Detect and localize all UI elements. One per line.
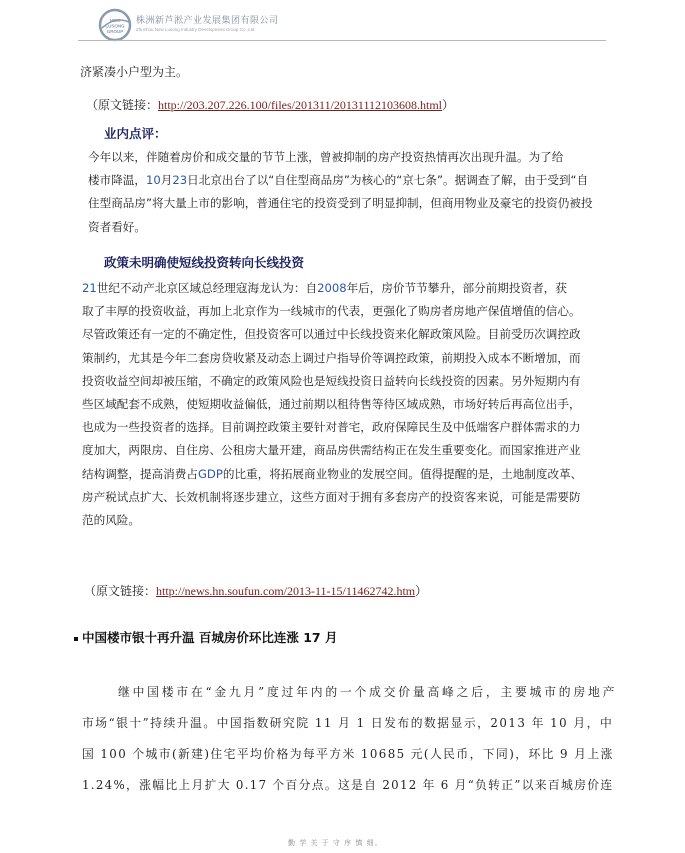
policy-paragraph <box>82 277 582 532</box>
policy-line <box>82 393 582 416</box>
footer-motto: 勤 学 关 于 守 序 慎 细。 <box>288 839 383 847</box>
text-run: 也成为一些投资者的选择。目前调控政策主要针对普宅，政府保障民生及中低端客户群体需求的力 <box>82 420 581 435</box>
text-run: 投资收益空间却被压缩，不确定的政策风险也是短线投资日益转向长线投资的因素。另外短期内有 <box>82 373 581 388</box>
source-prefix: （原文链接： <box>84 584 157 598</box>
text-run: 资者看好。 <box>88 219 146 234</box>
text-run: 楼市降温， <box>88 173 146 188</box>
review-line <box>88 192 593 215</box>
policy-line <box>82 509 582 532</box>
bullet-icon <box>74 637 78 641</box>
text-run: 策制约，尤其是今年二套房贷收紧及动态上调过户指导价等调控政策，前期投入成本不断增加，而 <box>82 350 581 365</box>
logo-word-2: LUSONG <box>105 23 125 29</box>
review-heading: 业内点评： <box>104 126 167 141</box>
source-link-1[interactable]: http://203.207.226.100/files/201311/20131112103608.html <box>158 98 443 112</box>
policy-line <box>82 486 582 509</box>
company-logo <box>98 8 279 42</box>
source-line-2 <box>84 585 427 597</box>
review-paragraph <box>88 146 593 239</box>
text-run: 房产税试点扩大、长效机制将逐步建立，这些方面对于拥有多套房产的投资客来说，可能是需要防 <box>82 489 581 504</box>
company-name-cn: 株洲新芦淞产业发展集团有限公司 <box>136 16 279 27</box>
text-run: 的比重，将拓展商业物业的发展空间。值得提醒的是，土地制度改革、 <box>222 466 583 481</box>
policy-line <box>82 277 582 300</box>
source-prefix: （原文链接： <box>86 98 159 112</box>
header-divider <box>78 40 606 41</box>
article-line: 继中国楼市在“金九月”度过年内的一个成交价量高峰之后，主要城市的房地产 <box>118 685 618 699</box>
policy-line <box>82 323 582 346</box>
highlight-number: 21 <box>82 281 97 295</box>
company-name-en: Zhuzhou New Lusong Industry Development Group Co.,Ltd <box>136 27 255 33</box>
review-line <box>88 216 593 239</box>
article-title-text: 中国楼市银十再升温 百城房价环比连涨 17 月 <box>82 630 338 645</box>
text-run: 日北京出台了以“自住型商品房”为核心的“京七条”。据调查了解，由于受到“自 <box>187 173 589 188</box>
highlight-number: GDP <box>197 466 223 481</box>
review-line <box>88 146 593 169</box>
article-line: 1.24%，涨幅比上月扩大 0.17 个百分点。这是自 2012 年 6 月“负转正”以来百城房价连 <box>82 778 614 792</box>
highlight-number: 23 <box>172 173 188 188</box>
logo-globe-icon <box>98 8 132 42</box>
highlight-number: 10 <box>145 173 161 188</box>
policy-line <box>82 300 582 323</box>
text-run: 月 <box>160 173 173 188</box>
policy-line <box>82 370 582 393</box>
text-run: 世纪不动产北京区域总经理寇海龙认为：自 <box>96 281 318 295</box>
article-title <box>74 628 337 646</box>
source-suffix: ） <box>442 98 455 112</box>
source-line-1 <box>86 99 454 111</box>
policy-line <box>82 463 582 486</box>
continued-text: 济紧凑小户型为主。 <box>80 65 189 79</box>
text-run: 今年以来，伴随着房价和成交量的节节上涨，曾被抑制的房产投资热情再次出现升温。为了给 <box>88 150 564 164</box>
policy-heading: 政策未明确使短线投资转向长线投资 <box>104 255 305 270</box>
text-run: 些区域配套不成熟，使短期收益偏低，通过前期以租待售等待区域成熟，市场好转后再高位出手， <box>82 396 581 411</box>
text-run: 住型商品房”将大量上市的影响，普通住宅的投资受到了明显抑制，但商用物业及豪宅的投资仍被投 <box>88 196 593 211</box>
policy-line <box>82 416 582 439</box>
logo-text <box>136 17 279 33</box>
text-run: 尽管政策还有一定的不确定性，但投资客可以通过中长线投资来化解政策风险。目前受历次调控政 <box>82 327 581 342</box>
text-run: 取了丰厚的投资收益，再加上北京作为一线城市的代表，更强化了购房者房地产保值增值的信心。 <box>82 304 581 319</box>
policy-line <box>82 347 582 370</box>
text-run: 年后，房价节节攀升，部分前期投资者，获 <box>346 281 567 295</box>
text-run: 范的风险。 <box>82 512 140 527</box>
policy-line <box>82 439 582 462</box>
article-line: 国 100 个城市(新建)住宅平均价格为每平方米 10685 元(人民币，下同)，环比 9 月上涨 <box>82 747 614 761</box>
article-line: 市场“银十”持续升温。中国指数研究院 11 月 1 日发布的数据显示，2013 年 10 月，中 <box>82 716 614 730</box>
source-suffix: ） <box>415 584 428 598</box>
text-run: 结构调整，提高消费占 <box>82 466 198 481</box>
review-line <box>88 169 593 192</box>
logo-word-3: GROUP <box>106 29 124 34</box>
highlight-number: 2008 <box>317 281 347 295</box>
text-run: 度加大，两限房、自住房、公租房大量开建，商品房供需结构正在发生重要变化。而国家推进产业 <box>82 443 581 458</box>
logo-word-1: NEW <box>109 18 121 23</box>
source-link-2[interactable]: http://news.hn.soufun.com/2013-11-15/11462742.htm <box>156 584 416 598</box>
